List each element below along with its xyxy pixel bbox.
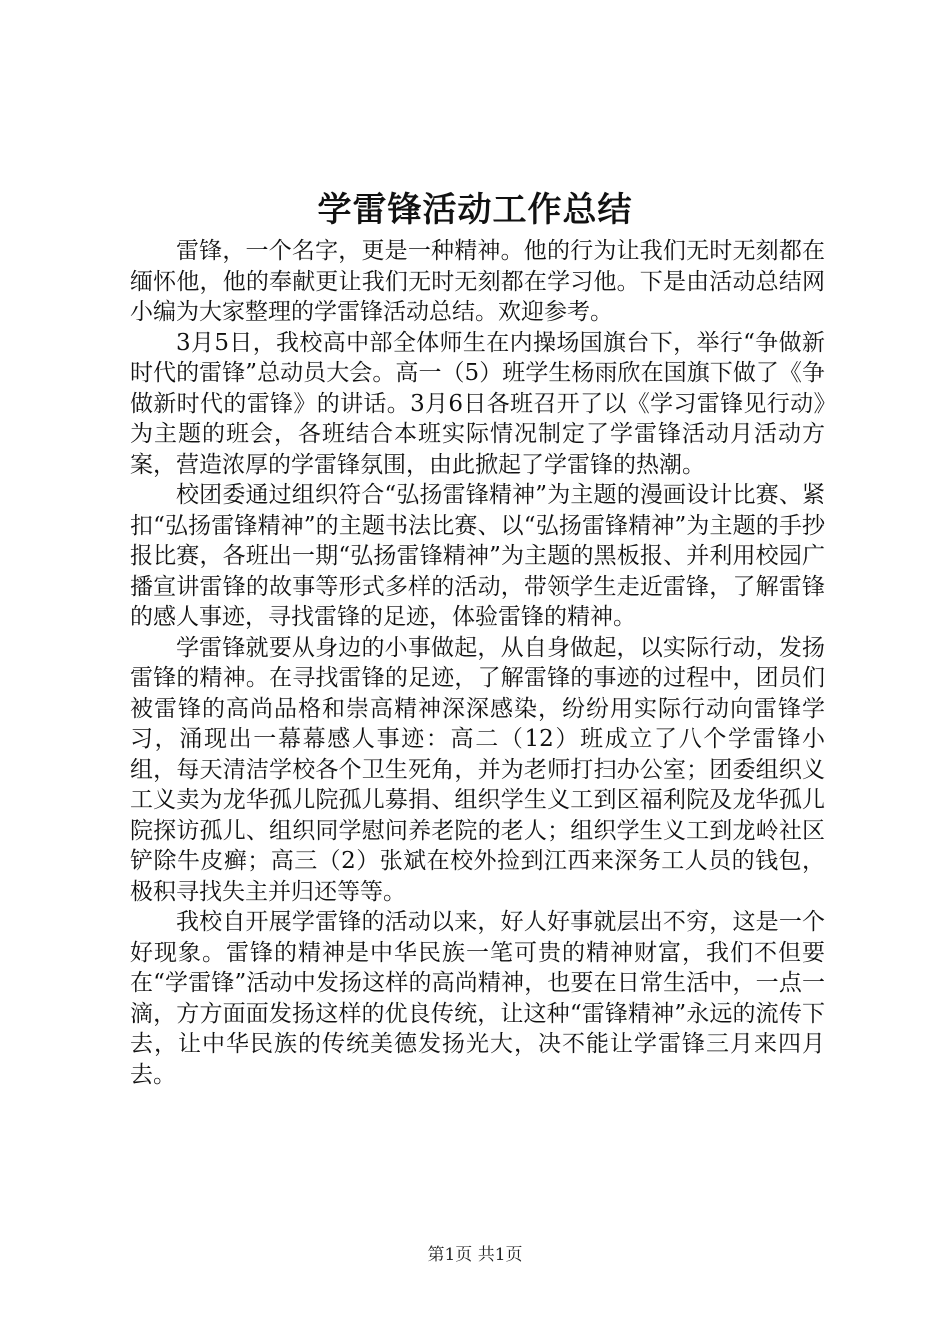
page-number: 第1页 共1页 — [427, 1245, 523, 1265]
paragraph-mobilization: 3月5日，我校高中部全体师生在内操场国旗台下，举行“争做新时代的雷锋”总动员大会。高一（5）班学生杨雨欣在国旗下做了《争做新时代的雷锋》的讲话。3月6日各班召开了以《学习雷锋见行动》为主题的班会，各班结合本班实际情况制定了学雷锋活动月活动方案，营造浓厚的学雷锋氛围，由此掀起了学雷锋的热潮。 — [130, 329, 825, 478]
paragraph-intro: 雷锋，一个名字，更是一种精神。他的行为让我们无时无刻都在缅怀他，他的奉献更让我们无时无刻都在学习他。下是由活动总结网小编为大家整理的学雷锋活动总结。欢迎参考。 — [130, 238, 825, 325]
document-body — [130, 236, 825, 1090]
paragraph-conclusion: 我校自开展学雷锋的活动以来，好人好事就层出不穷，这是一个好现象。雷锋的精神是中华民族一笔可贵的精神财富，我们不但要在“学雷锋”活动中发扬这样的高尚精神，也要在日常生活中，一点一滴，方方面面发扬这样的优良传统，让这种“雷锋精神”永远的流传下去，让中华民族的传统美德发扬光大，决不能让学雷锋三月来四月去。 — [130, 909, 825, 1088]
paragraph-deeds: 学雷锋就要从身边的小事做起，从自身做起，以实际行动，发扬雷锋的精神。在寻找雷锋的足迹，了解雷锋的事迹的过程中，团员们被雷锋的高尚品格和崇高精神深深感染，纷纷用实际行动向雷锋学习，涌现出一幕幕感人事迹：高二（12）班成立了八个学雷锋小组，每天清洁学校各个卫生死角，并为老师打扫办公室；团委组织义工义卖为龙华孤儿院孤儿募捐、组织学生义工到区福利院及龙华孤儿院探访孤儿、组织同学慰问养老院的老人；组织学生义工到龙岭社区铲除牛皮癣；高三（2）张斌在校外捡到江西来深务工人员的钱包，极积寻找失主并归还等等。 — [130, 634, 825, 905]
paragraph-activities: 校团委通过组织符合“弘扬雷锋精神”为主题的漫画设计比赛、紧扣“弘扬雷锋精神”的主题书法比赛、以“弘扬雷锋精神”为主题的手抄报比赛，各班出一期“弘扬雷锋精神”为主题的黑板报、并利用校园广播宣讲雷锋的故事等形式多样的活动，带领学生走近雷锋，了解雷锋的感人事迹，寻找雷锋的足迹，体验雷锋的精神。 — [130, 482, 825, 630]
document-title: 学雷锋活动工作总结 — [317, 190, 633, 230]
